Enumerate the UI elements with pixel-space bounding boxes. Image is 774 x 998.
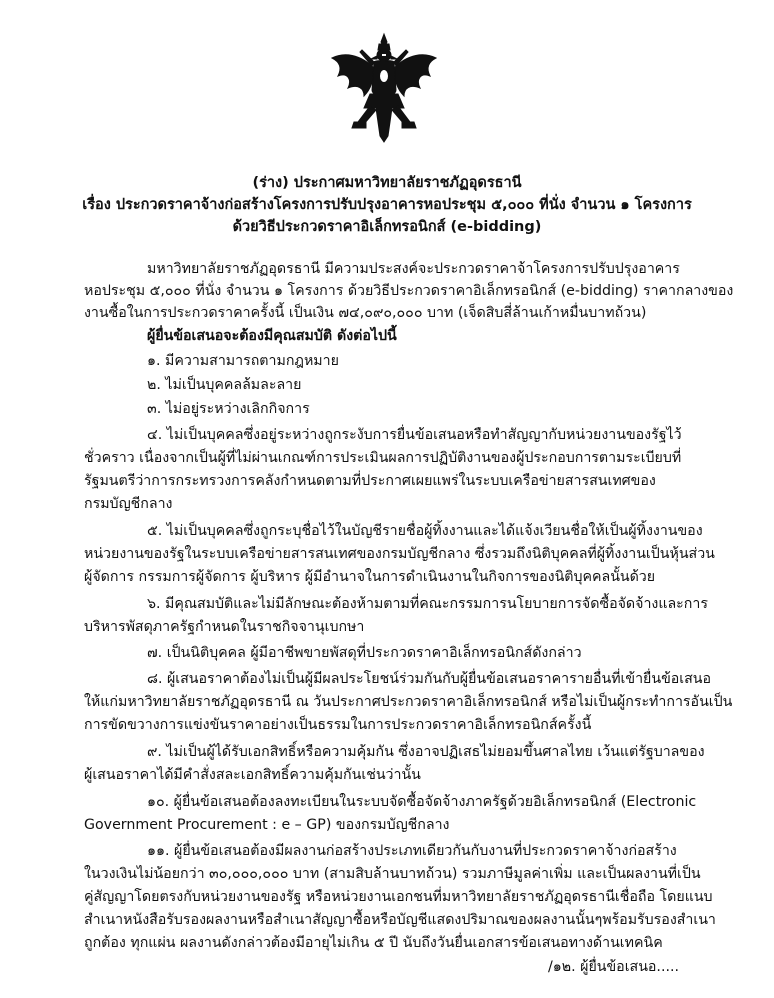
continued-footer: /๑๒. ผู้ยื่นข้อเสนอ.....	[548, 959, 679, 975]
announcement-title: (ร่าง) ประกาศมหาวิทยาลัยราชภัฏอุดรธานี	[252, 175, 522, 191]
body-line: Government Procurement : e – GP) ของกรมบัญชีกลาง	[84, 817, 450, 833]
announcement-subject: เรื่อง ประกวดราคาจ้างก่อสร้างโครงการปรับปรุงอาคารหอประชุม ๕,๐๐๐ ที่นั่ง จำนวน ๑ โครงการ	[82, 197, 692, 213]
body-line: กรมบัญชีกลาง	[84, 496, 173, 512]
body-line: คู่สัญญาโดยตรงกับหน่วยงานของรัฐ หรือหน่วยงานเอกชนที่มหาวิทยาลัยราชภัฏอุดรธานีเชื่อถือ โดยแนบ	[84, 889, 713, 905]
body-line: งานซื้อในการประกวดราคาครั้งนี้ เป็นเงิน ๗๔,๐๙๐,๐๐๐ บาท (เจ็ดสิบสี่ล้านเก้าหมื่นบาทถ้วน)	[84, 305, 647, 321]
body-line: ในวงเงินไม่น้อยกว่า ๓๐,๐๐๐,๐๐๐ บาท (สามสิบล้านบาทถ้วน) รวมภาษีมูลค่าเพิ่ม และเป็นผลงานที่เป็น	[84, 866, 701, 882]
qualification-item: ๑. มีความสามารถตามกฎหมาย	[147, 353, 339, 369]
body-line: หน่วยงานของรัฐในระบบเครือข่ายสารสนเทศของกรมบัญชีกลาง ซึ่งรวมถึงนิติบุคคลที่ผู้ทิ้งงานเป็นหุ้นส่วน	[84, 546, 715, 562]
body-line: ชั่วคราว เนื่องจากเป็นผู้ที่ไม่ผ่านเกณฑ์การประเมินผลการปฏิบัติงานของผู้ประกอบการตามระเบียบที่	[84, 450, 682, 466]
qualification-item: ๕. ไม่เป็นบุคคลซึ่งถูกระบุชื่อไว้ในบัญชีรายชื่อผู้ทิ้งงานและได้แจ้งเวียนชื่อให้เป็นผู้ทิ้งงานของ	[147, 523, 703, 539]
body-line: มหาวิทยาลัยราชภัฏอุดรธานี มีความประสงค์จะประกวดราคาจ้าโครงการปรับปรุงอาคาร	[147, 261, 680, 277]
body-line: ถูกต้อง ทุกแผ่น ผลงานดังกล่าวต้องมีอายุไม่เกิน ๕ ปี นับถึงวันยื่นเอกสารข้อเสนอทางด้านเทคนิค	[84, 935, 663, 951]
qualification-item: ๙. ไม่เป็นผู้ได้รับเอกสิทธิ์หรือความคุ้มกัน ซึ่งอาจปฏิเสธไม่ยอมขึ้นศาลไทย เว้นแต่รัฐบาลของ	[147, 744, 705, 760]
qualifications-heading: ผู้ยื่นข้อเสนอจะต้องมีคุณสมบัติ ดังต่อไปนี้	[147, 328, 397, 344]
body-line: ผู้จัดการ กรรมการผู้จัดการ ผู้บริหาร ผู้มีอำนาจในการดำเนินงานในกิจการของนิติบุคคลนั้นด้วย	[84, 569, 656, 585]
qualification-item: ๑๐. ผู้ยื่นข้อเสนอต้องลงทะเบียนในระบบจัดซื้อจัดจ้างภาครัฐด้วยอิเล็กทรอนิกส์ (Electronic	[147, 794, 697, 810]
body-line: บริหารพัสดุภาครัฐกำหนดในราชกิจจานุเบกษา	[84, 619, 365, 635]
body-line: รัฐมนตรีว่าการกระทรวงการคลังกำหนดตามที่ประกาศเผยแพร่ในระบบเครือข่ายสารสนเทศของ	[84, 473, 656, 489]
qualification-item: ๔. ไม่เป็นบุคคลซึ่งอยู่ระหว่างถูกระงับการยื่นข้อเสนอหรือทำสัญญากับหน่วยงานของรัฐไว้	[147, 427, 682, 443]
body-line: ผู้เสนอราคาได้มีคำสั่งสละเอกสิทธิ์ความคุ้มกันเช่นว่านั้น	[84, 767, 421, 783]
body-line: การขัดขวางการแข่งขันราคาอย่างเป็นธรรมในการประกวดราคาอิเล็กทรอนิกส์ครั้งนี้	[84, 717, 592, 733]
qualification-item: ๗. เป็นนิติบุคคล ผู้มีอาชีพขายพัสดุที่ประกวดราคาอิเล็กทรอนิกส์ดังกล่าว	[147, 645, 582, 661]
qualification-item: ๓. ไม่อยู่ระหว่างเลิกกิจการ	[147, 401, 310, 417]
body-line: สำเนาหนังสือรับรองผลงานหรือสำเนาสัญญาซื้อหรือบัญชีแสดงปริมาณของผลงานนั้นๆพร้อมรับรองสำเนา	[84, 912, 716, 928]
announcement-method: ด้วยวิธีประกวดราคาอิเล็กทรอนิกส์ (e-bidding)	[232, 219, 542, 235]
qualification-item: ๖. มีคุณสมบัติและไม่มีลักษณะต้องห้ามตามที่คณะกรรมการนโยบายการจัดซื้อจัดจ้างและการ	[147, 596, 708, 612]
qualification-item: ๘. ผู้เสนอราคาต้องไม่เป็นผู้มีผลประโยชน์ร่วมกันกับผู้ยื่นข้อเสนอราคารายอื่นที่เข้ายื่นข้อเสนอ	[147, 671, 712, 687]
qualification-item: ๒. ไม่เป็นบุคคลล้มละลาย	[147, 377, 302, 393]
garuda-emblem-icon	[330, 32, 438, 144]
qualification-item: ๑๑. ผู้ยื่นข้อเสนอต้องมีผลงานก่อสร้างประเภทเดียวกันกับงานที่ประกวดราคาจ้างก่อสร้าง	[147, 843, 677, 859]
body-line: ให้แก่มหาวิทยาลัยราชภัฏอุดรธานี ณ วันประกาศประกวดราคาอิเล็กทรอนิกส์ หรือไม่เป็นผู้กระทำการอันเป็น	[84, 694, 733, 710]
body-line: หอประชุม ๕,๐๐๐ ที่นั่ง จำนวน ๑ โครงการ ด้วยวิธีประกวดราคาอิเล็กทรอนิกส์ (e-bidding) ราคากลางของ	[84, 283, 734, 299]
